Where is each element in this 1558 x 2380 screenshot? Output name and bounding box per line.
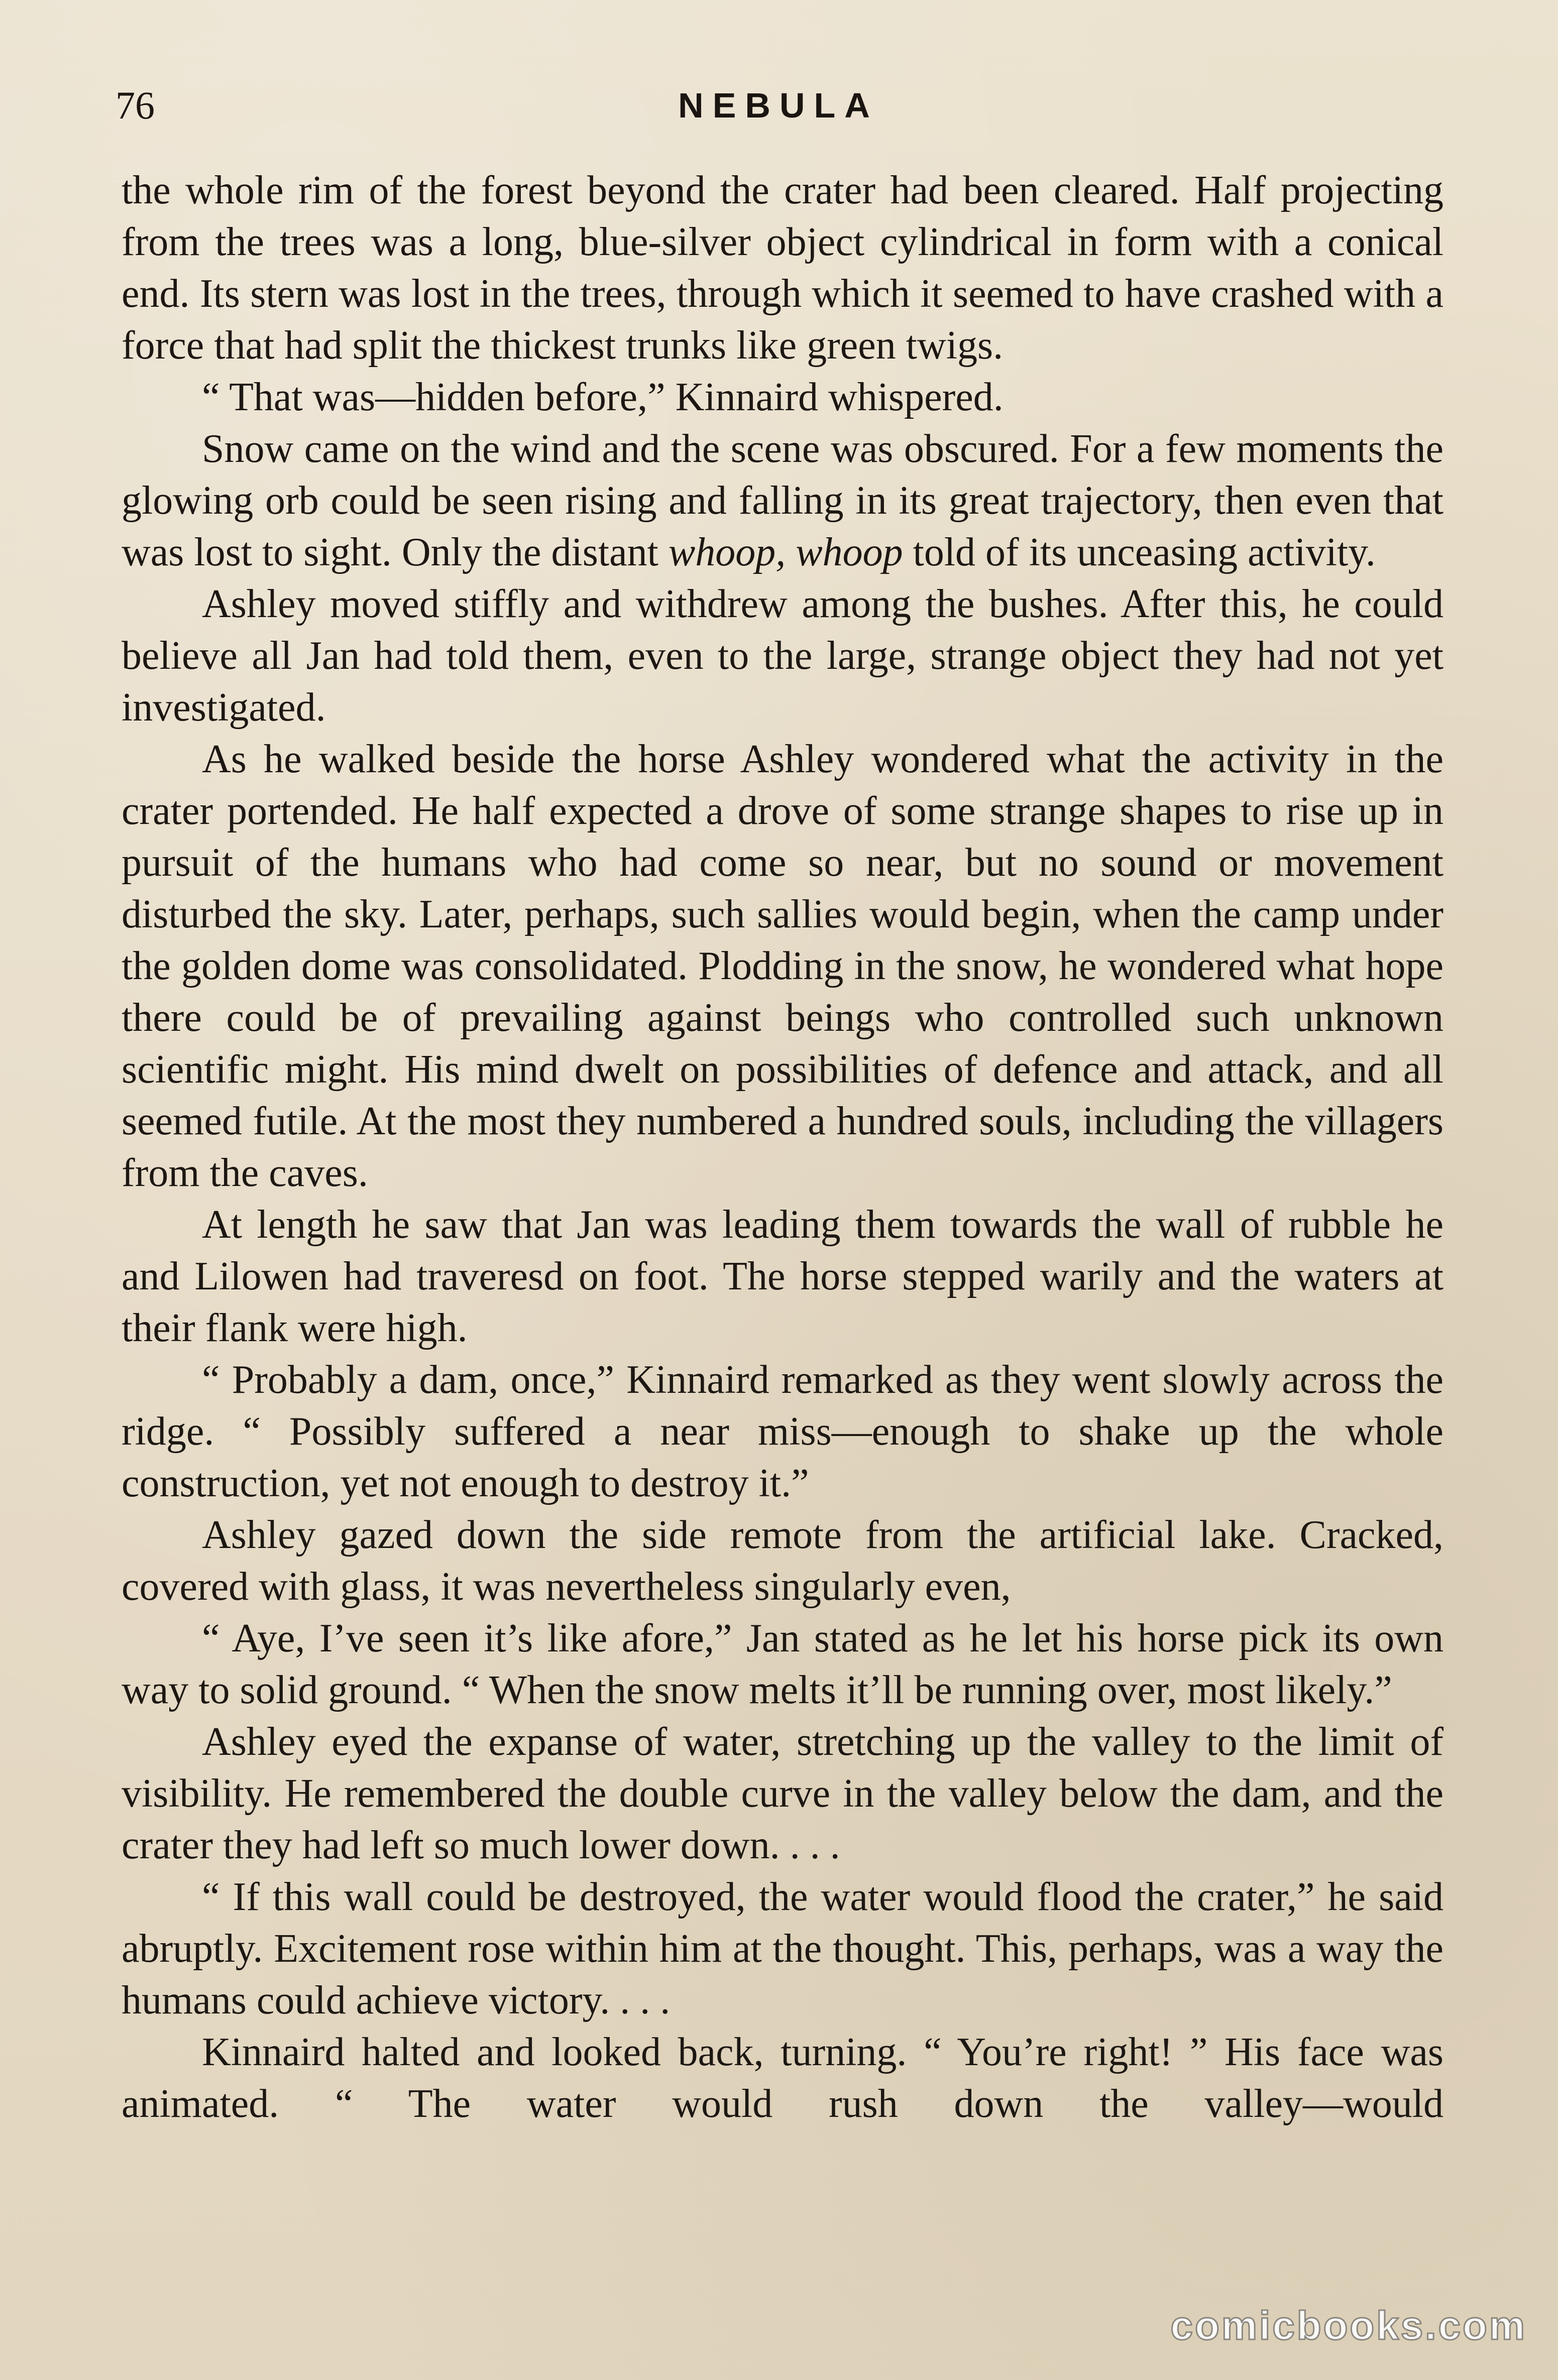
paragraph: “ If this wall could be destroyed, the water would flood the crater,” he said abruptly. Excitement rose within him at the thought. This, perhaps, was a way the humans could achieve victory. . . .	[122, 1875, 1443, 2022]
paragraph: As he walked beside the horse Ashley wondered what the activity in the crater portended. He half expected a drove of some strange shapes to rise up in pursuit of the humans who had come so near, but no sound or movement disturbed the sky. Later, perhaps, such sallies would begin, when the camp under the golden dome was consolidated. Plodding in the snow, he wondered what hope there could be of prevailing against beings who controlled such unknown scientific might. His mind dwelt on possibilities of defence and attack, and all seemed futile. At the most they numbered a hundred souls, including the villagers from the caves.	[122, 737, 1443, 1195]
paragraph-text: Snow came on the wind and the scene was obscured. For a few moments the glowing orb could be seen rising and falling in its great trajectory, then even that was lost to sight. Only the distant	[122, 427, 1443, 574]
paragraph	[122, 423, 1443, 578]
paragraph: “ Probably a dam, once,” Kinnaird remarked as they went slowly across the ridge. “ Possibly suffered a near miss—enough to shake up the whole construction, yet not enough to destroy it.”	[122, 1358, 1443, 1505]
page-number: 76	[116, 83, 155, 127]
paragraph: the whole rim of the forest beyond the crater had been cleared. Half projecting from the trees was a long, blue-silver object cylindrical in form with a conical end. Its stern was lost in the trees, through which it seemed to have crashed with a force that had split the thickest trunks like green twigs.	[122, 168, 1443, 368]
paragraph: “ Aye, I’ve seen it’s like afore,” Jan stated as he let his horse pick its own way to solid ground. “ When the snow melts it’ll be running over, most likely.”	[122, 1616, 1443, 1712]
paragraph: At length he saw that Jan was leading them towards the wall of rubble he and Lilowen had traveresd on foot. The horse stepped warily and the waters at their flank were high.	[122, 1203, 1443, 1350]
italic-text: whoop, whoop	[668, 530, 903, 574]
paragraph: Kinnaird halted and looked back, turning. “ You’re right! ” His face was animated. “ The water would rush down the valley—would	[122, 2030, 1443, 2126]
running-title: NEBULA	[678, 86, 879, 125]
paragraph: Ashley moved stiffly and withdrew among the bushes. After this, he could believe all Jan had told them, even to the large, strange object they had not yet investigated.	[122, 582, 1443, 730]
paragraph-text: told of its unceasing activity.	[903, 530, 1376, 574]
paragraph: “ That was—hidden before,” Kinnaird whispered.	[202, 375, 1004, 419]
body-text	[122, 165, 1443, 2130]
page-header	[116, 75, 1441, 136]
paragraph: Ashley gazed down the side remote from the artificial lake. Cracked, covered with glass, it was nevertheless singularly even,	[122, 1513, 1443, 1609]
paragraph: Ashley eyed the expanse of water, stretching up the valley to the limit of visibility. He remembered the double curve in the valley below the dam, and the crater they had left so much lower down. . . .	[122, 1720, 1443, 1867]
watermark: comicbooks.com	[1170, 2303, 1527, 2348]
